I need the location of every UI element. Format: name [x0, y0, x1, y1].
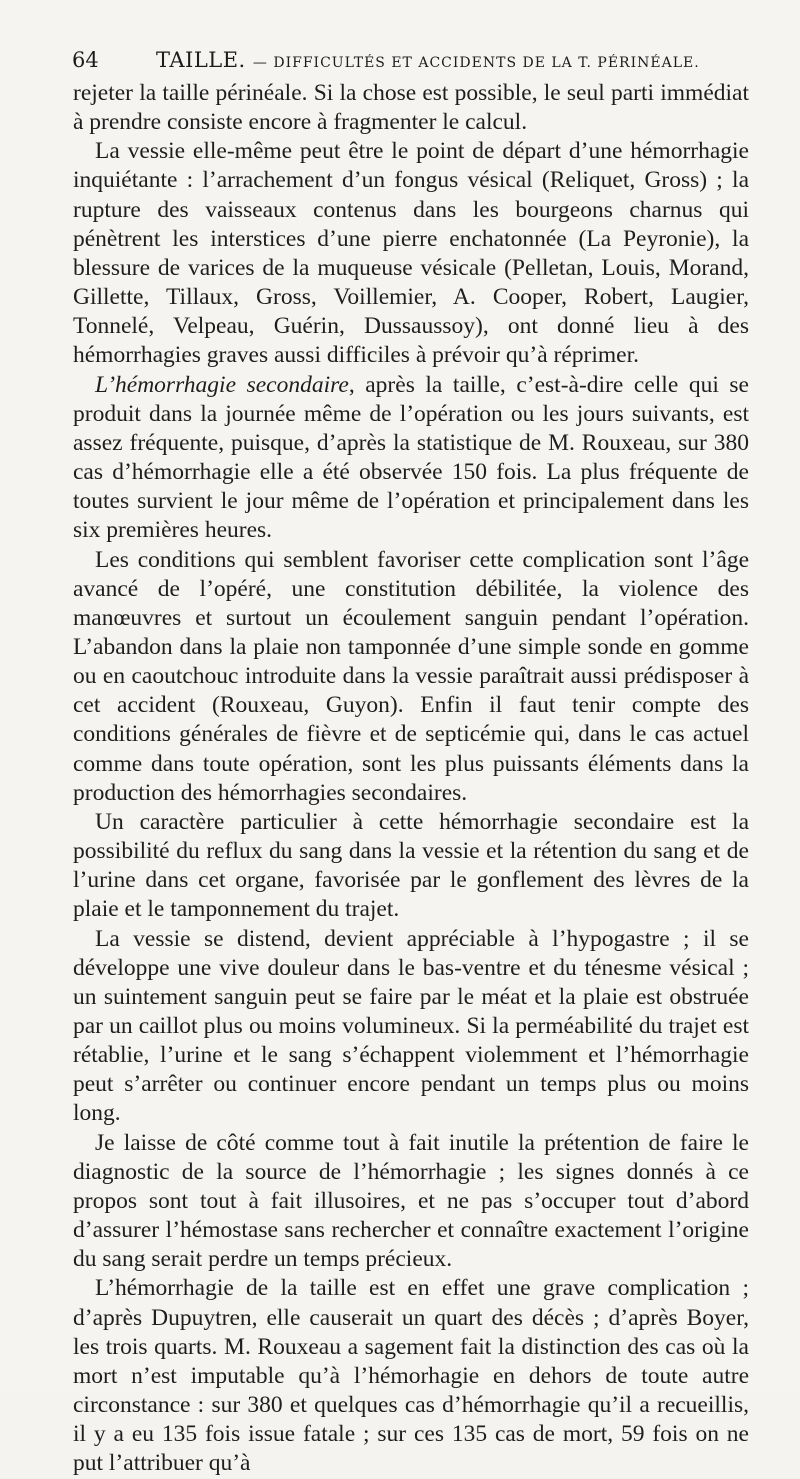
paragraph-hemorrhagie-secondaire [73, 371, 749, 546]
paragraph-continuation: rejeter la taille périnéale. Si la chose est possible, le seul parti immédiat à prendre consiste encore à fragmenter le calcul. [73, 80, 749, 136]
paragraph-diagnostic: Je laisse de côté comme tout à fait inutile la prétention de faire le diagnostic de la source de l’hémorrhagie ; les signes donnés à ce propos sont tout à fait illusoires, et ne pas s’occuper tout d’abord d’assurer l’hémostase sans rechercher et connaître exactement l’origine du sang serait perdre un temps précieux. [73, 1129, 749, 1273]
running-title: TAILLE. [156, 48, 246, 72]
page-header [72, 44, 748, 74]
paragraph-caractere: Un caractère particulier à cette hémorrhagie secondaire est la possibilité du reflux du sang dans la vessie et la rétention du sang et de l’urine dans cet organe, favorisée par le gonflement des lèvres de la plaie et le tamponnement du trajet. [73, 808, 749, 923]
paragraph-vessie-hemorrhagie: La vessie elle-même peut être le point de départ d’une hémorrhagie inquiétante : l’arrachement d’un fongus vésical (Reliquet, Gross) ; la rupture des vaisseaux contenus dans les bourgeons charnus qui pénètrent les interstices d’une pierre enchatonnée (La Peyronie), la blessure de varices de la muqueuse vésicale (Pelletan, Louis, Morand, Gillette, Tillaux, Gross, Voillemier, A. Cooper, Robert, Laugier, Tonnelé, Velpeau, Guérin, Dussaussoy), ont donné lieu à des hémorrhagies graves aussi difficiles à prévoir qu’à réprimer. [73, 138, 749, 369]
paragraph-gravite: L’hémorrhagie de la taille est en effet une grave complication ; d’après Dupuytren, elle causerait un quart des décès ; d’après Boyer, les trois quarts. M. Rouxeau a sagement fait la distinction des cas où la mort n’est imputable qu’à l’hémorhagie en dehors de toute autre circonstance : sur 380 et quelques cas d’hémorrhagie qu’il a recueillis, il y a eu 135 fois issue fatale ; sur ces 135 cas de mort, 59 fois on ne put l’attribuer qu’à [73, 1275, 749, 1477]
page-number: 64 [72, 48, 99, 72]
body-text [73, 79, 749, 1479]
paragraph-text: , après la taille, c’est-à-dire celle qui se produit dans la journée même de l’opération ou les jours suivants, est assez fréquente, puisque, d’après la statistique de M. Rouxeau, sur 380 cas d’hémorrhagie elle a été observée 150 fois. La plus fréquente de toutes survient le jour même de l’opération et principalement dans les six premières heures. [73, 371, 749, 544]
paragraph-vessie-distend: La vessie se distend, devient appréciable à l’hypogastre ; il se développe une vive douleur dans le bas-ventre et du ténesme vésical ; un suintement sanguin peut se faire par le méat et la plaie est obstruée par un caillot plus ou moins volumineux. Si la perméabilité du trajet est rétablie, l’urine et le sang s’échappent violemment et l’hémorrhagie peut s’arrêter ou continuer encore pendant un temps plus ou moins long. [73, 925, 749, 1127]
italic-term: L’hémorrhagie secondaire [95, 371, 349, 398]
paragraph-conditions: Les conditions qui semblent favoriser cette complication sont l’âge avancé de l’opéré, une constitution débilitée, la violence des manœuvres et surtout un écoulement sanguin pendant l’opération. L’abandon dans la plaie non tamponnée d’une simple sonde en gomme ou en caoutchouc introduite dans la vessie paraîtrait aussi prédisposer à cet accident (Rouxeau, Guyon). Enfin il faut tenir compte des conditions générales de fièvre et de septicémie qui, dans le cas actuel comme dans toute opération, sont les plus puissants éléments dans la production des hémorrhagies secondaires. [73, 546, 749, 806]
running-head [156, 48, 700, 72]
running-subtitle: — DIFFICULTÉS ET ACCIDENTS DE LA T. PÉRINÉALE. [252, 55, 700, 71]
